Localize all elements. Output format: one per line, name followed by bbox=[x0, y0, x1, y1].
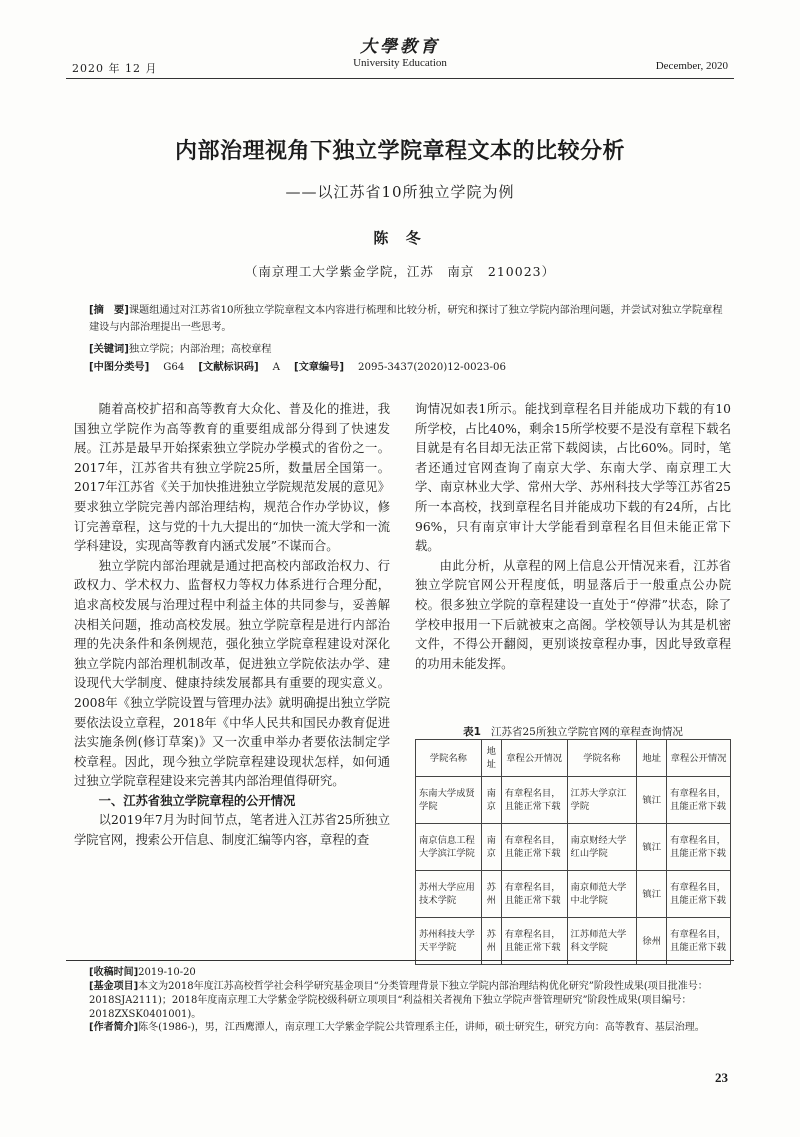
article-no-value: 2095-3437(2020)12-0023-06 bbox=[358, 362, 506, 373]
table-cell: 有章程名目，且能正常下载 bbox=[501, 824, 567, 871]
table-cell: 有章程名目，且能正常下载 bbox=[501, 918, 567, 965]
table-cell: 江苏大学京江学院 bbox=[567, 777, 637, 824]
abstract-text: 课题组通过对江苏省10所独立学院章程文本内容进行梳理和比较分析，研究和探讨了独立学院内部治理问题，并尝试对独立学院章程建设与内部治理提出一些思考。 bbox=[89, 305, 723, 333]
page-number: 23 bbox=[715, 1070, 728, 1085]
author-name: 陈 冬 bbox=[373, 229, 427, 247]
body-paragraph: 由此分析，从章程的网上信息公开情况来看，江苏省独立学院官网公开程度低，明显落后于一般重点公办院校。很多独立学院的章程建设一直处于“停滞”状态，除了学校申报用一下后就被束之高阁。学校领导认为其是机密文件，不得公开翻阅，更别谈按章程办事，因此导致章程的功用未能发挥。 bbox=[415, 558, 731, 671]
abstract-label: [摘 要] bbox=[89, 305, 129, 316]
table-row bbox=[416, 918, 731, 965]
table-cell: 苏州科技大学天平学院 bbox=[416, 918, 482, 965]
bio-text: 陈冬(1986-)，男，江西鹰潭人，南京理工大学紫金学院公共管理系主任，讲师，硕士研究生，研究方向：高等教育、基层治理。 bbox=[138, 1022, 705, 1033]
journal-english-name: University Education bbox=[353, 57, 447, 69]
received-date: 2019-10-20 bbox=[138, 967, 196, 978]
table-cell: 苏州 bbox=[481, 918, 501, 965]
body-paragraph: 询情况如表1所示。能找到章程名目并能成功下载的有10所学校，占比40%，剩余15所学校要不是没有章程下载名目就是有名目却无法正常下载阅读，占比60%。同时，笔者还通过官网查询了南京大学、东南大学、南京理工大学、南京林业大学、常州大学、苏州科技大学等江苏省25所一本高校，找到章程名目并能成功下载的有24所，占比96%，只有南京审计大学能看到章程名目但未能正常下载。 bbox=[415, 402, 731, 554]
table-cell: 镇江 bbox=[637, 777, 667, 824]
table-cell: 有章程名目，且能正常下载 bbox=[667, 824, 731, 871]
table-caption-text: 江苏省25所独立学院官网的章程查询情况 bbox=[490, 726, 683, 738]
body-paragraph: 以2019年7月为时间节点，笔者进入江苏省25所独立学院官网，搜索公开信息、制度汇编等内容，章程的查 bbox=[74, 813, 390, 848]
table-cell: 南京师范大学中北学院 bbox=[567, 871, 637, 918]
table-header-cell: 地址 bbox=[637, 740, 667, 777]
table-row bbox=[416, 871, 731, 918]
table-cell: 镇江 bbox=[637, 871, 667, 918]
clc-value: G64 bbox=[163, 362, 185, 373]
table-cell: 苏州大学应用技术学院 bbox=[416, 871, 482, 918]
table-cell: 江苏师范大学科文学院 bbox=[567, 918, 637, 965]
table-cell: 南京 bbox=[481, 824, 501, 871]
received-label: [收稿时间] bbox=[89, 967, 139, 978]
table-cell: 南京财经大学红山学院 bbox=[567, 824, 637, 871]
table-cell: 东南大学成贤学院 bbox=[416, 777, 482, 824]
table-header-cell: 章程公开情况 bbox=[501, 740, 567, 777]
table-cell: 南京 bbox=[481, 777, 501, 824]
keywords bbox=[89, 342, 729, 359]
table-cell: 有章程名目，且能正常下载 bbox=[667, 871, 731, 918]
footnote-received bbox=[89, 966, 729, 980]
clc-label: [中图分类号] bbox=[89, 362, 150, 373]
fund-label: [基金项目] bbox=[89, 981, 139, 992]
table-header-row bbox=[416, 740, 731, 777]
table-cell: 有章程名目，且能正常下载 bbox=[667, 777, 731, 824]
classification-line bbox=[89, 360, 729, 377]
table-cell: 南京信息工程大学滨江学院 bbox=[416, 824, 482, 871]
fund-text: 本文为2018年度江苏高校哲学社会科学研究基金项目“分类管理背景下独立学院内部治理结构优化研究”阶段性成果(项目批准号：2018SJA2111)；2018年度南京理工大学紫金学院校级科研立项项目“利益相关者视角下独立学院声誉管理研究”阶段性成果(项目编号：2018ZXSK0401001)。 bbox=[89, 981, 708, 1020]
body-right-column bbox=[415, 400, 731, 674]
body-left-column bbox=[74, 400, 390, 851]
section-heading: 一、江苏省独立学院章程的公开情况 bbox=[98, 793, 296, 808]
footnote-divider bbox=[66, 960, 734, 961]
table-number: 表1 bbox=[463, 726, 481, 738]
body-paragraph: 随着高校扩招和高等教育大众化、普及化的推进，我国独立学院作为高等教育的重要组成部分得到了快速发展。江苏是最早开始探索独立学院办学模式的省份之一。2017年，江苏省共有独立学院25所，数量居全国第一。2017年江苏省《关于加快推进独立学院规范发展的意见》要求独立学院完善内部治理结构，规范合作办学协议，修订完善章程，这与党的十九大提出的“加快一流大学和一流学科建设，实现高等教育内涵式发展”不谋而合。 bbox=[74, 402, 390, 554]
keywords-text: 独立学院；内部治理；高校章程 bbox=[128, 344, 272, 355]
article-title: 内部治理视角下独立学院章程文本的比较分析 bbox=[174, 139, 625, 164]
doc-code-label: [文献标识码] bbox=[198, 362, 259, 373]
table-cell: 徐州 bbox=[637, 918, 667, 965]
issue-date-zh: 2020 年 12 月 bbox=[72, 62, 158, 75]
table-cell: 有章程名目，且能正常下载 bbox=[501, 777, 567, 824]
abstract bbox=[89, 303, 729, 336]
footnote-fund bbox=[89, 980, 729, 1022]
table-cell: 镇江 bbox=[637, 824, 667, 871]
article-subtitle: ——以江苏省10所独立学院为例 bbox=[285, 183, 515, 201]
author-affiliation: （南京理工大学紫金学院，江苏 南京 210023） bbox=[244, 264, 556, 279]
charter-table bbox=[415, 739, 731, 965]
table-cell: 有章程名目，且能正常下载 bbox=[501, 871, 567, 918]
table-row bbox=[416, 824, 731, 871]
bio-label: [作者简介] bbox=[89, 1022, 139, 1033]
table-row bbox=[416, 777, 731, 824]
table-caption bbox=[415, 724, 731, 739]
body-paragraph: 独立学院内部治理就是通过把高校内部政治权力、行政权力、学术权力、监督权力等权力体系进行合理分配，追求高校发展与治理过程中利益主体的共同参与，妥善解决相关问题，推动高校发展。独立学院章程是进行内部治理的先决条件和条例规范，强化独立学院章程建设对深化独立学院内部治理机制改革，促进独立学院依法办学、建设现代大学制度、健康持续发展都具有重要的现实意义。2008年《独立学院设置与管理办法》就明确提出独立学院要依法设立章程，2018年《中华人民共和国民办教育促进法实施条例(修订草案)》又一次重申举办者要依法制定学校章程。因此，现今独立学院章程建设现状怎样，如何通过独立学院章程建设来完善其内部治理值得研究。 bbox=[74, 558, 390, 789]
header-divider bbox=[66, 78, 734, 79]
table-header-cell: 地址 bbox=[481, 740, 501, 777]
footnote-author-bio bbox=[89, 1021, 729, 1035]
table-header-cell: 学院名称 bbox=[567, 740, 637, 777]
journal-logo: 大學教育 bbox=[360, 37, 440, 57]
table-cell: 苏州 bbox=[481, 871, 501, 918]
table-cell: 有章程名目，且能正常下载 bbox=[667, 918, 731, 965]
table-header-cell: 章程公开情况 bbox=[667, 740, 731, 777]
doc-code-value: A bbox=[272, 362, 280, 373]
article-no-label: [文章编号] bbox=[293, 362, 345, 373]
table-header-cell: 学院名称 bbox=[416, 740, 482, 777]
keywords-label: [关键词] bbox=[89, 344, 129, 355]
issue-date-en: December, 2020 bbox=[655, 60, 728, 72]
